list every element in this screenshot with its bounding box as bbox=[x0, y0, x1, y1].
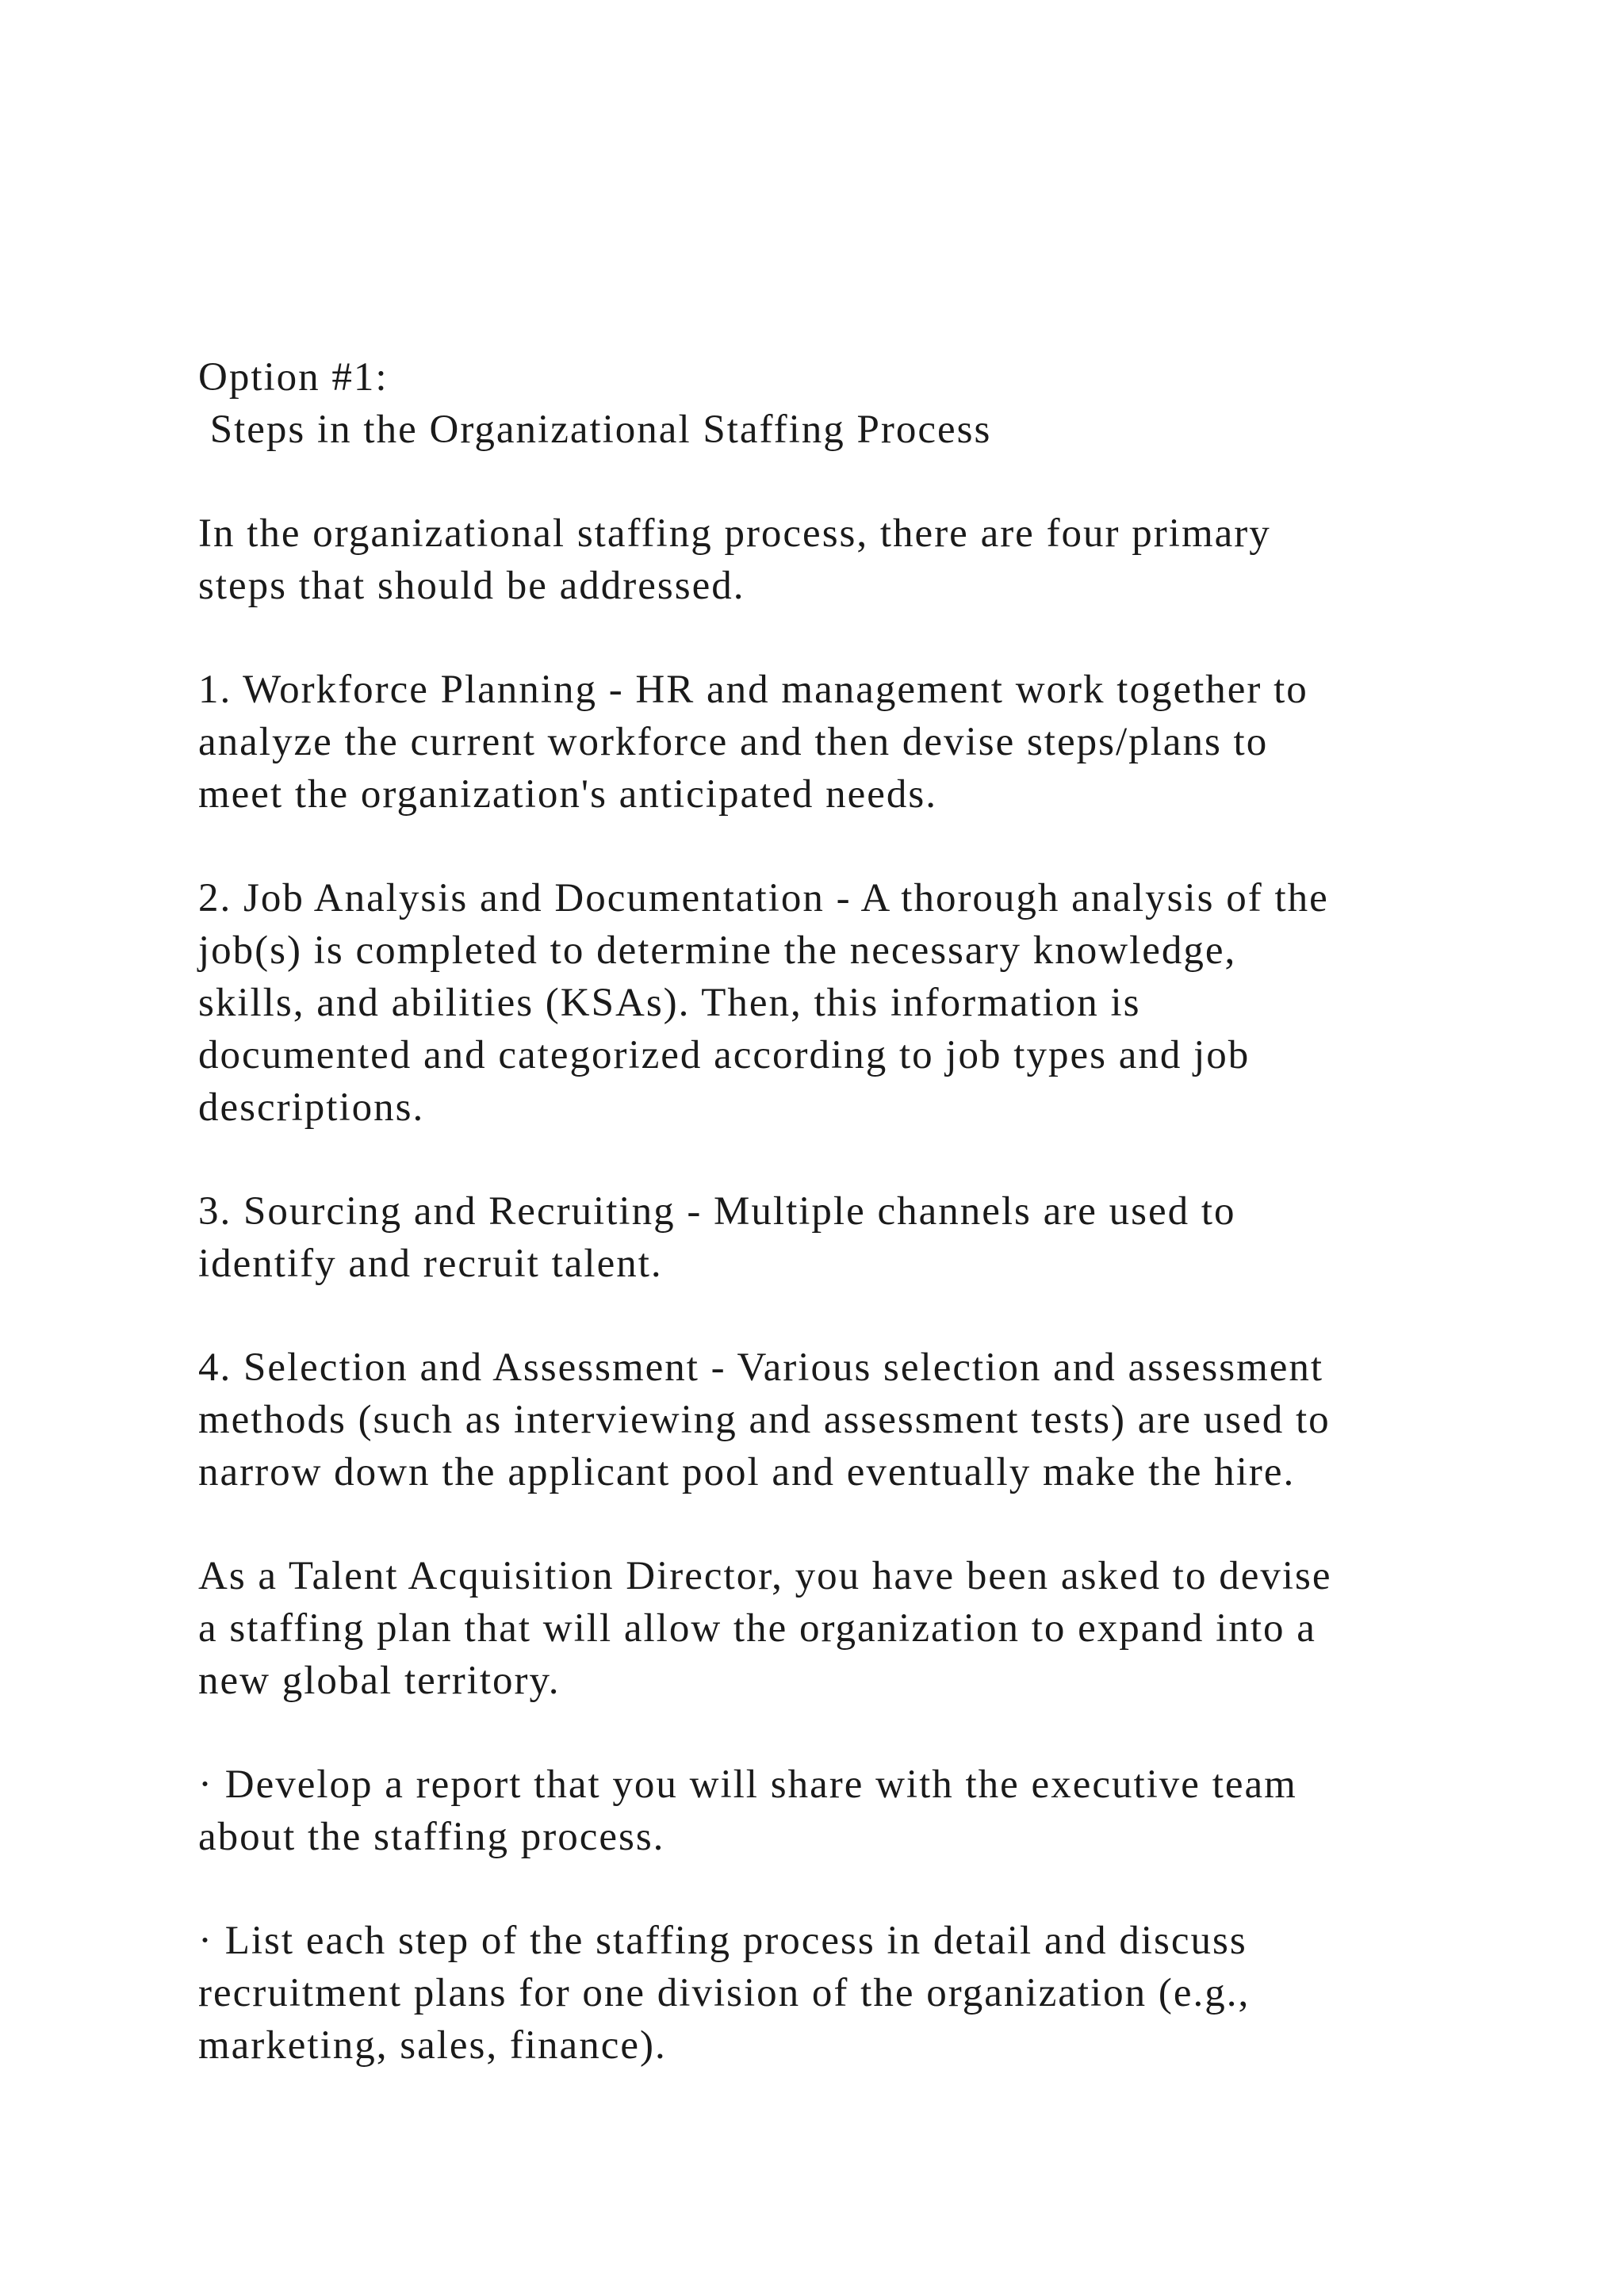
step-line: identify and recruit talent. bbox=[198, 1242, 663, 1286]
step-line: meet the organization's anticipated needs. bbox=[198, 772, 938, 817]
step-line: descriptions. bbox=[198, 1085, 425, 1130]
paragraph-gap bbox=[198, 1134, 1499, 1185]
scenario-line: a staffing plan that will allow the organization to expand into a bbox=[198, 1606, 1316, 1651]
bullet-line: · Develop a report that you will share with the executive team bbox=[198, 1762, 1297, 1807]
bullet-develop-report bbox=[198, 1758, 1499, 1863]
scenario-paragraph bbox=[198, 1550, 1499, 1707]
step-line: 1. Workforce Planning - HR and management work together to bbox=[198, 668, 1308, 712]
document-title: Steps in the Organizational Staffing Process bbox=[198, 408, 992, 452]
scenario-line: As a Talent Acquisition Director, you have been asked to devise bbox=[198, 1554, 1332, 1598]
step-line: job(s) is completed to determine the necessary knowledge, bbox=[198, 928, 1237, 973]
bullet-line: marketing, sales, finance). bbox=[198, 2023, 667, 2068]
step-line: methods (such as interviewing and assessment tests) are used to bbox=[198, 1398, 1331, 1442]
step-line: 2. Job Analysis and Documentation - A thorough analysis of the bbox=[198, 876, 1329, 920]
step-job-analysis bbox=[198, 872, 1499, 1134]
intro-paragraph bbox=[198, 507, 1499, 612]
option-label: Option #1: bbox=[198, 355, 389, 400]
bullet-line: recruitment plans for one division of the organization (e.g., bbox=[198, 1971, 1251, 2015]
bullet-line: about the staffing process. bbox=[198, 1815, 665, 1859]
paragraph-gap bbox=[198, 1290, 1499, 1341]
document-body bbox=[198, 351, 1499, 2072]
step-line: analyze the current workforce and then devise steps/plans to bbox=[198, 720, 1269, 764]
step-line: 3. Sourcing and Recruiting - Multiple channels are used to bbox=[198, 1189, 1236, 1234]
step-selection-assessment bbox=[198, 1341, 1499, 1498]
step-sourcing-recruiting bbox=[198, 1185, 1499, 1290]
paragraph-gap bbox=[198, 1707, 1499, 1758]
bullet-list-steps bbox=[198, 1915, 1499, 2072]
step-line: narrow down the applicant pool and eventually make the hire. bbox=[198, 1450, 1296, 1494]
paragraph-gap bbox=[198, 821, 1499, 872]
paragraph-gap bbox=[198, 1863, 1499, 1915]
paragraph-gap bbox=[198, 612, 1499, 664]
scenario-line: new global territory. bbox=[198, 1659, 561, 1703]
intro-line: steps that should be addressed. bbox=[198, 564, 745, 608]
step-workforce-planning bbox=[198, 664, 1499, 821]
step-line: 4. Selection and Assessment - Various selection and assessment bbox=[198, 1345, 1324, 1390]
paragraph-gap bbox=[198, 456, 1499, 507]
step-line: documented and categorized according to job types and job bbox=[198, 1033, 1251, 1077]
step-line: skills, and abilities (KSAs). Then, this information is bbox=[198, 981, 1141, 1025]
intro-line: In the organizational staffing process, there are four primary bbox=[198, 511, 1271, 556]
paragraph-gap bbox=[198, 1498, 1499, 1550]
bullet-line: · List each step of the staffing process in detail and discuss bbox=[198, 1919, 1247, 1963]
